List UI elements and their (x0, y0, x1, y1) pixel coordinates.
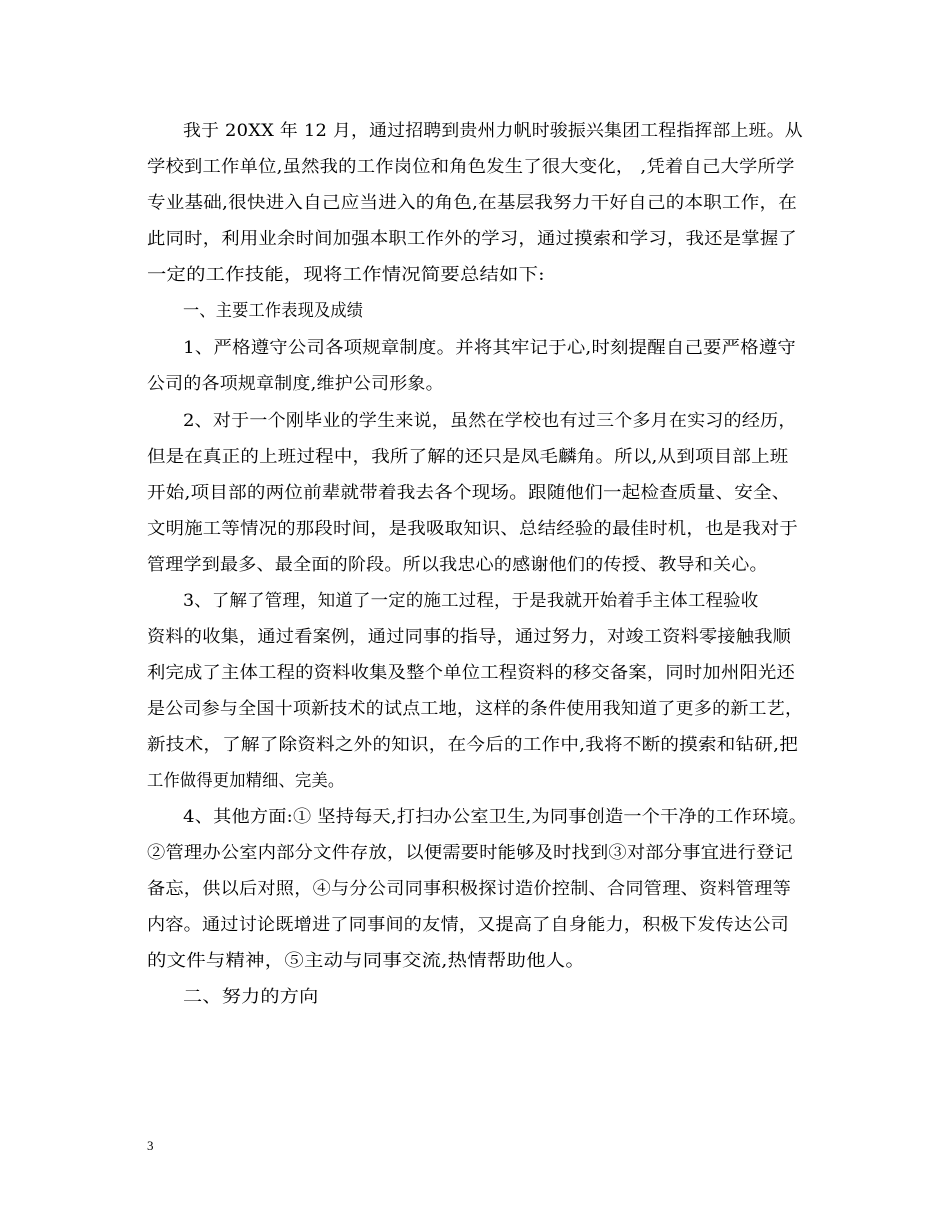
text-line: 新技术，了解了除资料之外的知识，在今后的工作中,我将不断的摸索和钻研,把 (147, 735, 799, 755)
text-line: 的文件与精神，⑤主动与同事交流,热情帮助他人。 (147, 951, 586, 971)
text-line: 4、其他方面:① 坚持每天,打扫办公室卫生,为同事创造一个干净的工作环境。 (183, 807, 808, 827)
text-line: ②管理办公室内部分文件存放，以便需要时能够及时找到③对部分事宜进行登记 (147, 843, 793, 863)
text-line: 我于 20XX 年 12 月，通过招聘到贵州力帆时骏振兴集团工程指挥部上班。从 (183, 121, 803, 141)
text-line: 公司的各项规章制度,维护公司形象。 (147, 374, 444, 394)
text-line: 是公司参与全国十项新技术的试点工地，这样的条件使用我知道了更多的新工艺， (147, 699, 804, 719)
text-line: 管理学到最多、最全面的阶段。所以我忠心的感谢他们的传授、教导和关心。 (147, 555, 768, 575)
text-line: 但是在真正的上班过程中，我所了解的还只是凤毛麟角。所以,从到项目部上班 (147, 447, 789, 467)
text-line: 一定的工作技能，现将工作情况简要总结如下: (147, 265, 545, 285)
text-line: 2、对于一个刚毕业的学生来说，虽然在学校也有过三个多月在实习的经历， (183, 411, 797, 431)
text-line: 学校到工作单位,虽然我的工作岗位和角色发生了很大变化， ,凭着自己大学所学 (147, 157, 795, 177)
text-line: 备忘，供以后对照，④与分公司同事积极探讨造价控制、合同管理、资料管理等 (147, 879, 791, 899)
text-line: 一、主要工作表现及成绩 (183, 301, 364, 321)
text-line: 1、严格遵守公司各项规章制度。并将其牢记于心,时刻提醒自己要严格遵守 (183, 338, 797, 358)
text-line: 资料的收集，通过看案例，通过同事的指导，通过努力，对竣工资料零接触我顺 (147, 627, 791, 647)
text-line: 内容。通过讨论既增进了同事间的友情，又提高了自身能力，积极下发传达公司 (147, 915, 789, 935)
text-line: 专业基础,很快进入自己应当进入的角色,在基层我努力干好自己的本职工作，在 (147, 193, 798, 213)
page-number: 3 (147, 1138, 154, 1153)
text-line: 此同时，利用业余时间加强本职工作外的学习，通过摸索和学习，我还是掌握了 (147, 229, 797, 249)
text-line: 文明施工等情况的那段时间，是我吸取知识、总结经验的最佳时机，也是我对于 (147, 519, 798, 539)
text-line: 工作做得更加精细、完美。 (147, 771, 345, 791)
text-line: 3、了解了管理，知道了一定的施工过程，于是我就开始着手主体工程验收 (183, 591, 759, 611)
text-line: 利完成了主体工程的资料收集及整个单位工程资料的移交备案，同时加州阳光还 (147, 663, 795, 683)
text-line: 二、努力的方向 (183, 987, 319, 1007)
text-line: 开始,项目部的两位前辈就带着我去各个现场。跟随他们一起检查质量、安全、 (147, 483, 791, 503)
